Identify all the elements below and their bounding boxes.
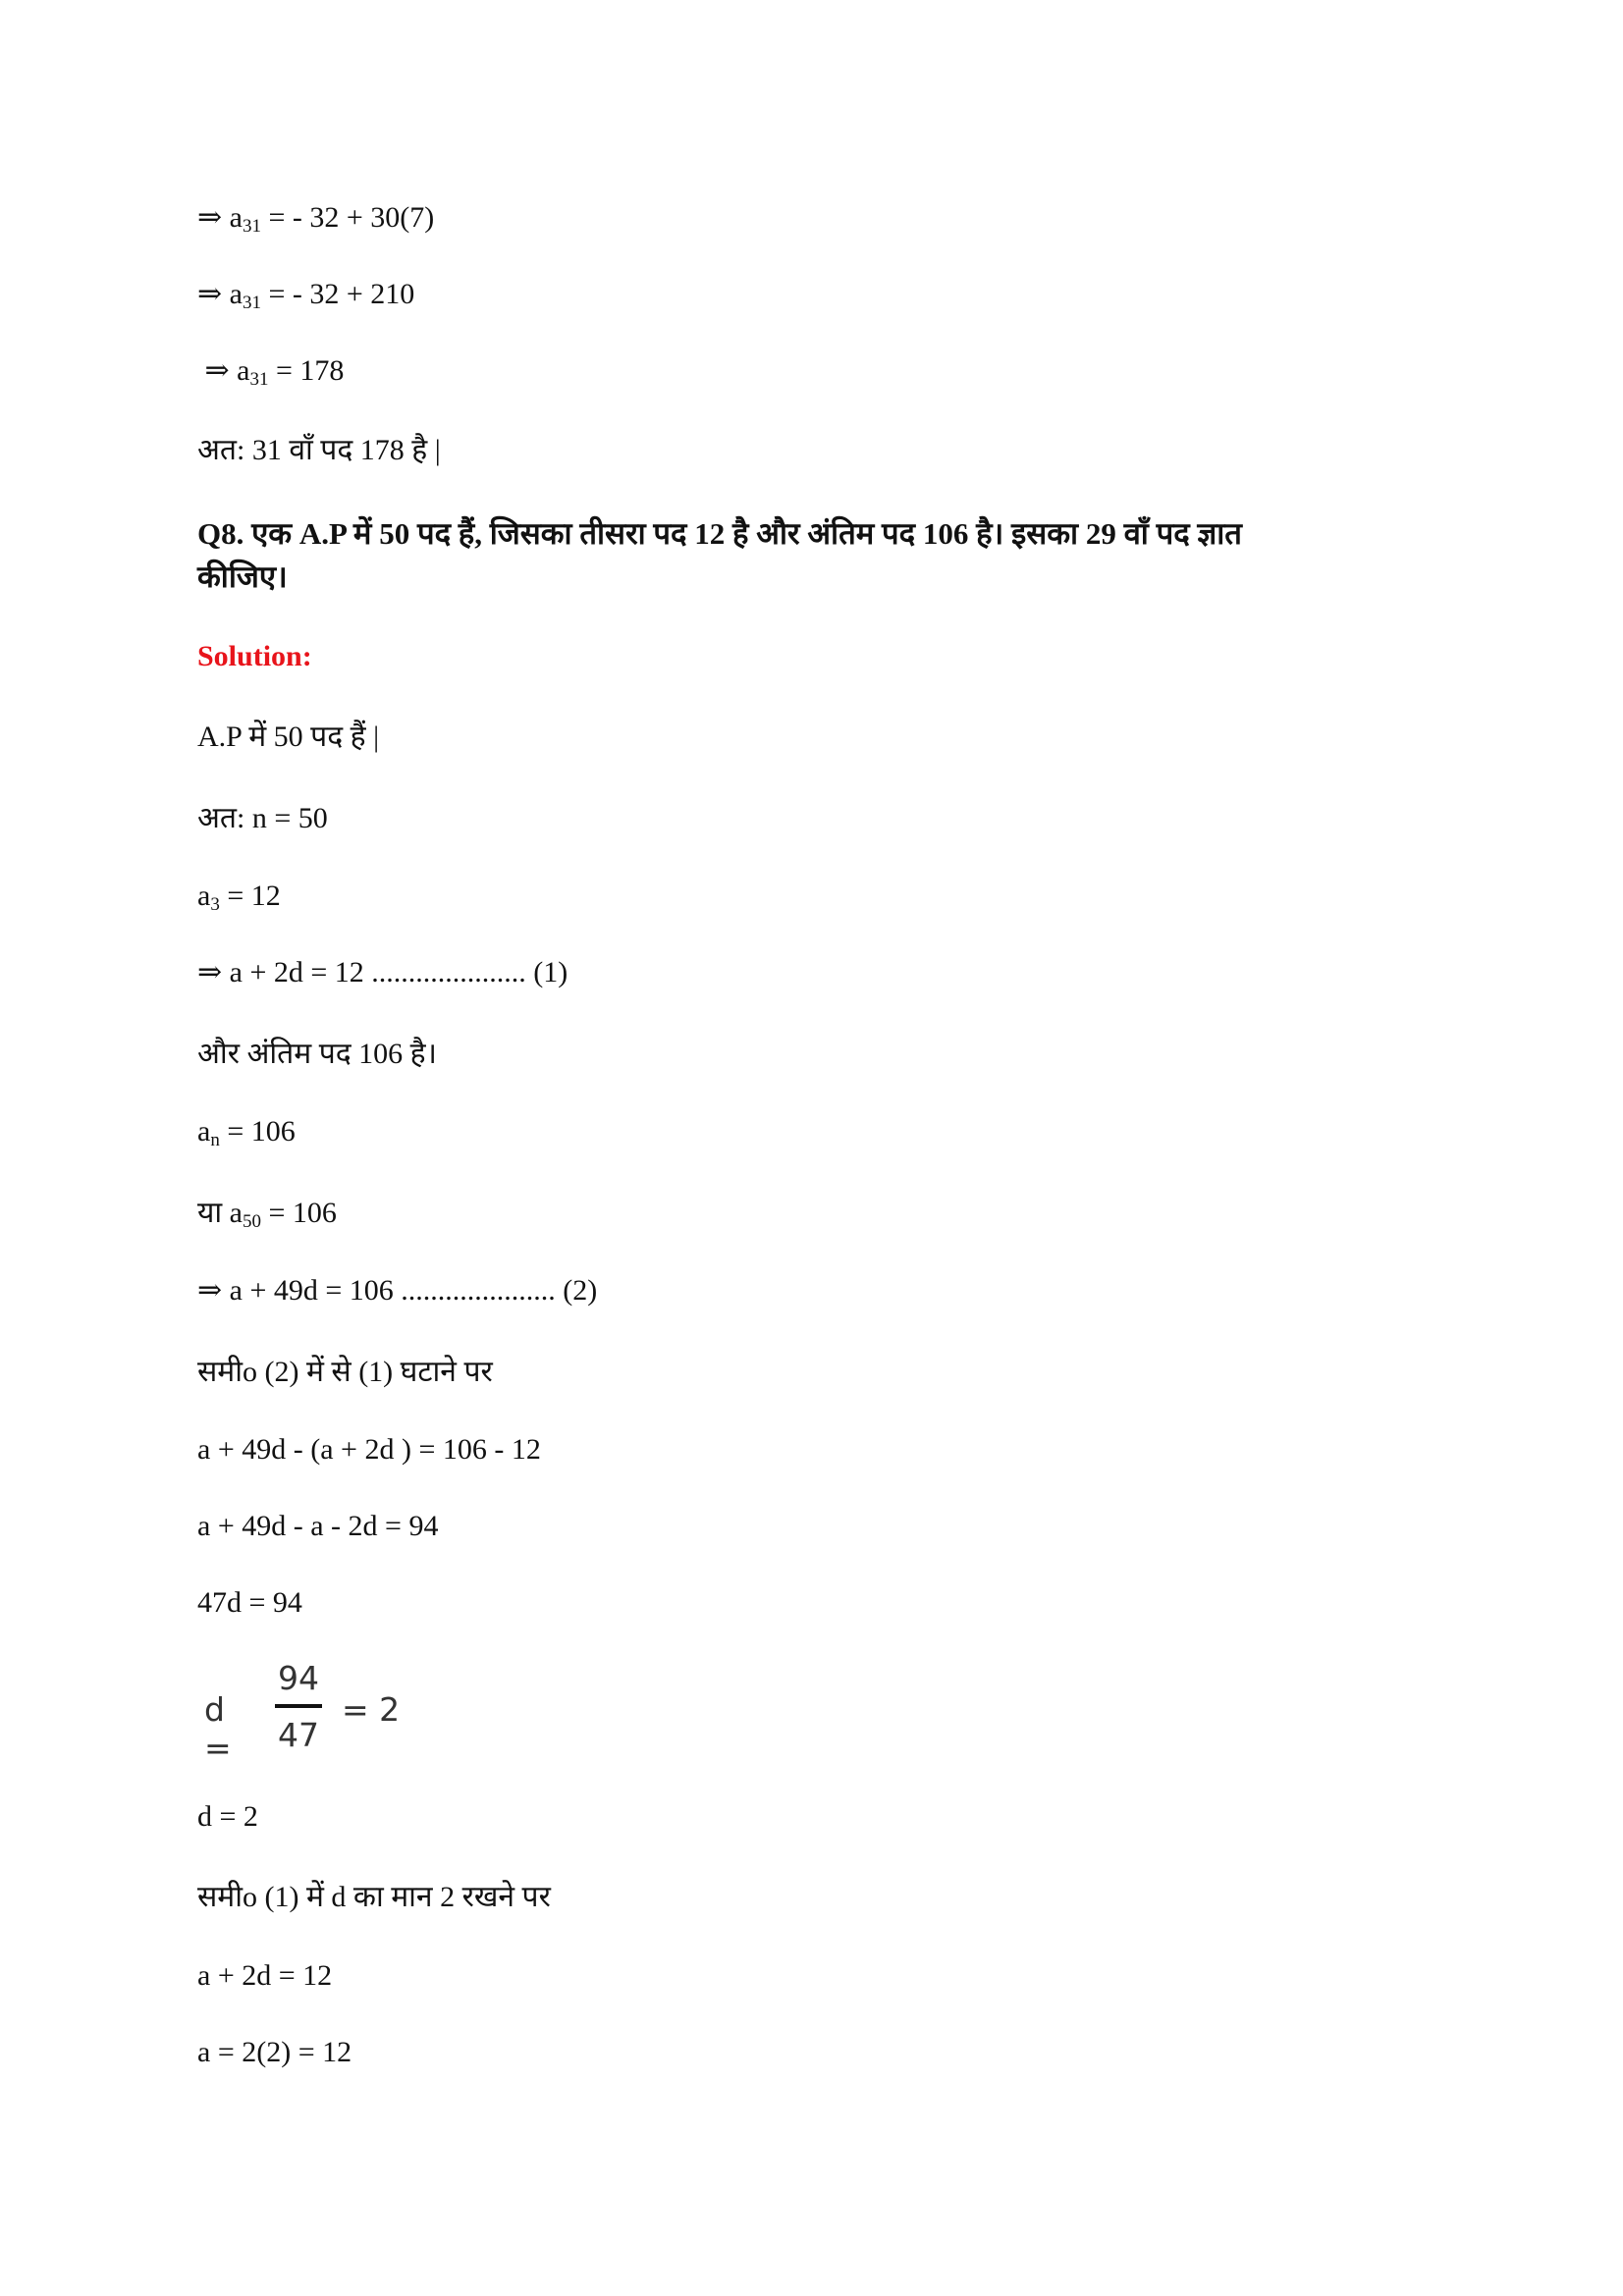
text: अत: n = 50 xyxy=(197,802,328,834)
step-line xyxy=(197,2035,352,2070)
step-line xyxy=(197,1509,438,1544)
subscript: 50 xyxy=(243,1211,261,1232)
text: a + 49d - (a + 2d ) = 106 - 12 xyxy=(197,1433,541,1466)
text: d = 2 xyxy=(197,1800,258,1833)
text: या a xyxy=(197,1197,243,1229)
text: और अंतिम पद 106 है। xyxy=(197,1038,437,1070)
text: = - 32 + 30(7) xyxy=(260,201,435,234)
step-line xyxy=(197,801,328,836)
text: ⇒ a xyxy=(197,354,250,387)
fraction-numerator: 94 xyxy=(278,1659,319,1697)
text: समीo (2) में से (1) घटाने पर xyxy=(197,1356,493,1388)
text: = 106 xyxy=(261,1197,337,1229)
solution-label: Solution: xyxy=(197,640,312,672)
subscript: 3 xyxy=(210,894,220,915)
fraction-bar xyxy=(275,1704,322,1708)
text: ⇒ a xyxy=(197,278,243,310)
text: a + 2d = 12 xyxy=(197,1959,333,1992)
conclusion-line xyxy=(197,433,441,468)
text: = - 32 + 210 xyxy=(260,278,415,310)
step-line xyxy=(197,955,568,990)
step-line xyxy=(197,1958,332,1994)
step-line xyxy=(197,1037,437,1072)
text: a xyxy=(197,1115,211,1148)
subscript: n xyxy=(210,1130,220,1150)
equation-line xyxy=(197,353,344,389)
text: ⇒ a xyxy=(197,201,243,234)
fraction-lhs: d = xyxy=(204,1690,232,1767)
text: अत: 31 वाँ पद 178 है | xyxy=(197,434,441,466)
text: समीo (1) में d का मान 2 रखने पर xyxy=(197,1881,551,1913)
text: a xyxy=(197,880,211,912)
step-line xyxy=(197,720,379,755)
fraction-denominator: 47 xyxy=(278,1716,319,1754)
text: = 178 xyxy=(268,354,345,387)
step-line xyxy=(197,1273,597,1308)
step-line xyxy=(197,1585,302,1621)
text: = 12 xyxy=(219,880,281,912)
text: a + 49d - a - 2d = 94 xyxy=(197,1510,439,1542)
question-title-cont: कीजिए। xyxy=(197,560,288,594)
text: = 106 xyxy=(219,1115,296,1148)
subscript: 31 xyxy=(249,369,269,390)
text: 47d = 94 xyxy=(197,1586,302,1619)
text: A.P में 50 पद हैं | xyxy=(197,721,380,753)
text: ⇒ a + 2d = 12 ..................... (1) xyxy=(197,956,568,988)
step-line xyxy=(197,1114,296,1149)
equation-line xyxy=(197,277,414,312)
text: a = 2(2) = 12 xyxy=(197,2036,352,2068)
step-line xyxy=(197,1799,258,1835)
step-line xyxy=(197,1355,493,1390)
subscript: 31 xyxy=(242,293,261,313)
step-line xyxy=(197,879,281,914)
fraction-result: = 2 xyxy=(342,1690,401,1729)
text: ⇒ a + 49d = 106 ..................... (2) xyxy=(197,1274,598,1307)
step-line xyxy=(197,1196,337,1231)
step-line xyxy=(197,1880,551,1915)
step-line xyxy=(197,1432,541,1468)
subscript: 31 xyxy=(242,216,261,237)
question-title: Q8. एक A.P में 50 पद हैं, जिसका तीसरा पद 12 है और अंतिम पद 106 है। इसका 29 वाँ पद ज्ञात xyxy=(197,516,1242,551)
equation-line xyxy=(197,200,434,236)
